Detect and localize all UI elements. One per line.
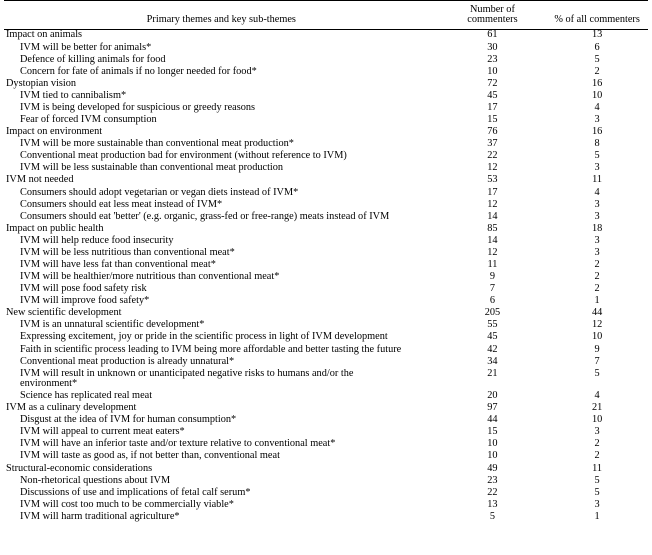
themes-table	[4, 0, 648, 525]
commenter-count: 205	[484, 307, 501, 319]
sub-theme-label: IVM will pose food safety risk	[20, 283, 147, 295]
commenter-count: 22	[487, 150, 498, 162]
sub-theme-label: IVM will harm traditional agriculture*	[20, 510, 180, 522]
commenter-count: 55	[487, 319, 498, 331]
sub-theme-label: Consumers should adopt vegetarian or vegan diets instead of IVM*	[20, 186, 299, 198]
commenter-percent: 18	[591, 222, 603, 234]
sub-theme-label: IVM will improve food safety*	[20, 295, 150, 307]
table-row	[4, 102, 648, 114]
table-row	[4, 150, 648, 162]
table-row	[4, 175, 648, 187]
table-row	[4, 356, 648, 368]
commenter-count: 42	[487, 343, 498, 355]
commenter-percent: 21	[591, 402, 603, 414]
table-row	[4, 426, 648, 438]
table-row	[4, 199, 648, 211]
theme-label-text: IVM will result in unknown or unanticipated negative risks to humans and/or the	[20, 367, 354, 379]
sub-theme-label: Conventional meat production bad for environment (without reference to IVM)	[20, 150, 347, 162]
commenter-count: 10	[487, 450, 498, 462]
table-row	[4, 66, 648, 78]
theme-label: IVM not needed	[6, 174, 74, 186]
table-row	[4, 187, 648, 199]
commenter-count: 14	[487, 210, 498, 222]
sub-theme-label: IVM will appeal to current meat eaters*	[20, 426, 185, 438]
commenter-count: 6	[489, 295, 496, 307]
table-row	[4, 390, 648, 402]
commenter-count: 23	[487, 474, 498, 486]
commenter-percent: 3	[594, 114, 600, 126]
column-header-number-line1: Number of	[469, 4, 515, 15]
table-row	[4, 295, 648, 307]
commenter-count: 53	[487, 174, 498, 186]
table-row	[4, 90, 648, 102]
commenter-count: 97	[487, 402, 498, 414]
commenter-percent: 3	[594, 234, 600, 246]
table-header-row	[4, 1, 648, 30]
table-row	[4, 271, 648, 283]
table-row	[4, 499, 648, 511]
sub-theme-label: IVM will help reduce food insecurity	[20, 234, 174, 246]
commenter-count: 9	[489, 271, 496, 283]
sub-theme-label: Disgust at the idea of IVM for human consumption*	[20, 414, 237, 426]
table-row	[4, 78, 648, 90]
column-header-theme: Primary themes and key sub-themes	[4, 1, 439, 30]
table-row	[4, 42, 648, 54]
table-body	[4, 29, 648, 525]
commenter-count: 49	[487, 462, 498, 474]
commenter-percent: 16	[591, 77, 603, 89]
commenter-count: 34	[487, 355, 498, 367]
commenter-percent: 7	[594, 355, 600, 367]
commenter-count: 15	[487, 426, 498, 438]
commenter-percent: 8	[594, 138, 600, 150]
table-row	[4, 438, 648, 450]
table-row	[4, 162, 648, 174]
commenter-count: 45	[487, 331, 498, 343]
sub-theme-label: Faith in scientific process leading to IVM being more affordable and better tasting the future	[20, 343, 402, 355]
sub-theme-label: IVM tied to cannibalism*	[20, 89, 127, 101]
commenter-count: 22	[487, 486, 498, 498]
commenter-percent: 2	[594, 271, 600, 283]
commenter-percent: 16	[591, 126, 603, 138]
table-row	[4, 319, 648, 331]
commenter-percent: 2	[594, 283, 600, 295]
commenter-percent: 10	[591, 414, 603, 426]
commenter-percent: 2	[594, 438, 600, 450]
sub-theme-label: IVM is being developed for suspicious or greedy reasons	[20, 101, 256, 113]
commenter-percent: 4	[594, 186, 600, 198]
table-row	[4, 332, 648, 344]
commenter-percent: 4	[594, 390, 600, 402]
commenter-percent: 4	[594, 101, 600, 113]
sub-theme-label: Science has replicated real meat	[20, 390, 153, 402]
commenter-percent: 3	[594, 210, 600, 222]
commenter-percent: 13	[591, 29, 603, 41]
commenter-percent: 11	[592, 174, 603, 186]
table-row	[4, 259, 648, 271]
commenter-count: 76	[487, 126, 498, 138]
sub-theme-label: Discussions of use and implications of fetal calf serum*	[20, 486, 251, 498]
table-row	[4, 344, 648, 356]
column-header-number	[439, 1, 547, 30]
table-row	[4, 463, 648, 475]
commenter-percent: 3	[594, 246, 600, 258]
table-row	[4, 402, 648, 414]
table-row	[4, 114, 648, 126]
commenter-count: 23	[487, 53, 498, 65]
sub-theme-label	[4, 368, 439, 390]
sub-theme-label: IVM will cost too much to be commercially viable*	[20, 498, 234, 510]
table-row	[4, 368, 648, 390]
commenter-percent: 3	[594, 162, 600, 174]
sub-theme-label: IVM will be healthier/more nutritious than conventional meat*	[20, 271, 280, 283]
commenter-count: 15	[487, 114, 498, 126]
sub-theme-label: Fear of forced IVM consumption	[20, 114, 157, 126]
commenter-percent: 12	[591, 319, 603, 331]
commenter-count: 30	[487, 41, 498, 53]
commenter-count: 5	[489, 510, 496, 522]
commenter-count: 17	[487, 101, 498, 113]
commenter-percent: 10	[591, 331, 603, 343]
sub-theme-label: IVM will be less nutritious than conventional meat*	[20, 246, 235, 258]
commenter-percent: 2	[594, 258, 600, 270]
commenter-percent: 3	[594, 498, 600, 510]
sub-theme-label: IVM will be better for animals*	[20, 41, 152, 53]
commenter-percent: 9	[594, 343, 600, 355]
theme-label: IVM as a culinary development	[6, 402, 137, 414]
theme-label-continuation: environment*	[20, 377, 78, 389]
commenter-count: 10	[487, 438, 498, 450]
column-header-number-line2: commenters	[467, 14, 518, 26]
commenter-count: 85	[487, 222, 498, 234]
commenter-percent: 5	[594, 486, 600, 498]
table-row	[4, 283, 648, 295]
commenter-percent: 2	[594, 450, 600, 462]
commenter-count: 44	[487, 414, 498, 426]
commenter-count: 17	[487, 186, 498, 198]
commenter-percent: 5	[594, 367, 600, 379]
theme-label: New scientific development	[6, 307, 122, 319]
commenter-count: 10	[487, 65, 498, 77]
table-row	[4, 511, 648, 525]
table-row	[4, 235, 648, 247]
table-row	[4, 138, 648, 150]
sub-theme-label: Defence of killing animals for food	[20, 53, 166, 65]
commenter-percent: 44	[591, 307, 603, 319]
commenter-count: 13	[487, 498, 498, 510]
sub-theme-label: IVM will be less sustainable than conventional meat production	[20, 162, 284, 174]
commenter-count: 72	[487, 77, 498, 89]
table-row	[4, 223, 648, 235]
commenter-count: 21	[487, 367, 498, 379]
commenter-count: 12	[487, 198, 498, 210]
commenter-percent: 6	[594, 41, 600, 53]
commenter-percent: 11	[592, 462, 603, 474]
sub-theme-label: IVM will be more sustainable than conventional meat production*	[20, 138, 294, 150]
commenter-count: 45	[487, 89, 498, 101]
table-row	[4, 414, 648, 426]
table-row	[4, 487, 648, 499]
commenter-percent: 3	[594, 426, 600, 438]
table-header	[4, 1, 648, 30]
theme-label: Impact on animals	[6, 29, 83, 41]
theme-label: Structural-economic considerations	[6, 462, 153, 474]
theme-label: Impact on public health	[6, 222, 104, 234]
commenter-count: 12	[487, 162, 498, 174]
commenter-percent: 1	[594, 295, 600, 307]
commenter-percent: 3	[594, 198, 600, 210]
commenter-percent: 2	[594, 65, 600, 77]
sub-theme-label: Consumers should eat 'better' (e.g. organic, grass-fed or free-range) meats instead of IVM	[20, 210, 390, 222]
commenter-count: 37	[487, 138, 498, 150]
commenter-count: 7	[489, 283, 496, 295]
commenter-count: 11	[487, 258, 498, 270]
sub-theme-label: IVM is an unnatural scientific development*	[20, 319, 205, 331]
commenter-percent: 10	[591, 89, 603, 101]
commenter-count: 14	[487, 234, 498, 246]
sub-theme-label: Expressing excitement, joy or pride in the scientific process in light of IVM development	[20, 331, 388, 343]
sub-theme-label: Non-rhetorical questions about IVM	[20, 474, 171, 486]
sub-theme-label: IVM will have less fat than conventional meat*	[20, 258, 216, 270]
table-row	[4, 451, 648, 463]
commenter-count: 61	[487, 29, 498, 41]
table-row	[4, 29, 648, 42]
theme-label: Dystopian vision	[6, 77, 77, 89]
table-row	[4, 247, 648, 259]
column-header-percent: % of all commenters	[546, 1, 648, 30]
table-row	[4, 475, 648, 487]
commenter-percent: 5	[594, 150, 600, 162]
commenter-percent: 5	[594, 53, 600, 65]
commenter-percent: 1	[594, 510, 600, 522]
table-row	[4, 307, 648, 319]
theme-label: Impact on environment	[6, 126, 103, 138]
sub-theme-label: Concern for fate of animals if no longer needed for food*	[20, 65, 257, 77]
table-row	[4, 126, 648, 138]
commenter-count: 12	[487, 246, 498, 258]
sub-theme-label: Consumers should eat less meat instead of IVM*	[20, 198, 223, 210]
table-row	[4, 54, 648, 66]
commenter-count: 20	[487, 390, 498, 402]
sub-theme-label: IVM will have an inferior taste and/or texture relative to conventional meat*	[20, 438, 336, 450]
commenter-percent: 5	[594, 474, 600, 486]
sub-theme-label: Conventional meat production is already unnatural*	[20, 355, 235, 367]
sub-theme-label: IVM will taste as good as, if not better than, conventional meat	[20, 450, 280, 462]
table-row	[4, 211, 648, 223]
